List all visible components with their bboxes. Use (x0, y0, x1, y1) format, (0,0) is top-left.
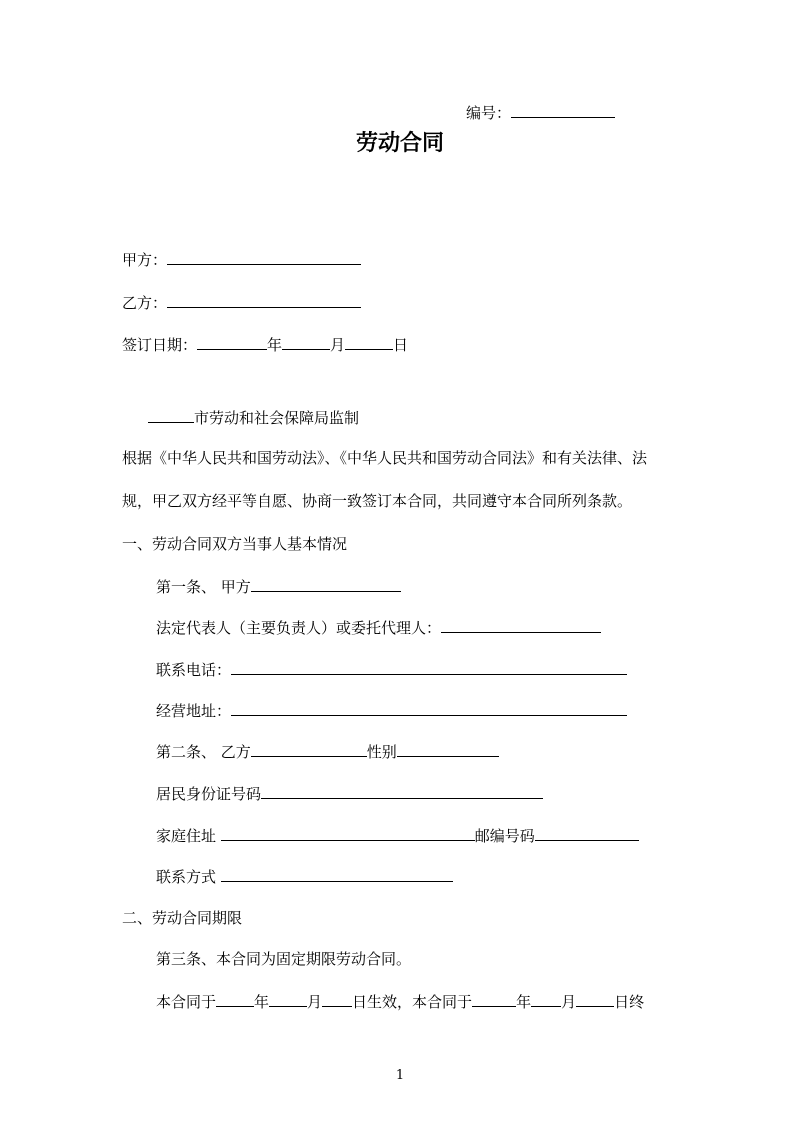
article-3: 第三条、本合同为固定期限劳动合同。 (156, 950, 412, 968)
representative-blank[interactable] (441, 617, 601, 633)
effective-label: 日生效，本合同于 (352, 993, 473, 1011)
employer-name-blank[interactable] (251, 576, 401, 592)
party-b-label: 乙方： (122, 294, 168, 312)
serial-number-field (466, 102, 615, 123)
end-month-label: 月 (561, 993, 577, 1011)
id-number-blank[interactable] (261, 783, 543, 799)
phone-field (156, 659, 627, 680)
postcode-blank[interactable] (535, 825, 639, 841)
month-label: 月 (330, 336, 346, 354)
contact-blank[interactable] (221, 866, 453, 882)
start-month-blank[interactable] (269, 991, 307, 1007)
party-a-blank[interactable] (167, 249, 361, 265)
representative-label: 法定代表人（主要负责人）或委托代理人： (156, 619, 442, 637)
serial-number-label: 编号： (466, 104, 512, 122)
end-month-blank[interactable] (531, 991, 561, 1007)
start-day-blank[interactable] (322, 991, 352, 1007)
sign-year-blank[interactable] (197, 334, 267, 350)
supervision-text: 市劳动和社会保障局监制 (194, 409, 360, 427)
intro-line-2: 规，甲乙双方经平等自愿、协商一致签订本合同，共同遵守本合同所列条款。 (122, 492, 633, 510)
article-1-field (156, 576, 401, 597)
document-title: 劳动合同 (355, 130, 444, 156)
start-year-label: 年 (254, 993, 270, 1011)
end-day-label: 日终 (614, 993, 645, 1011)
sign-date-label: 签订日期： (122, 336, 198, 354)
gender-blank[interactable] (397, 741, 499, 757)
end-year-label: 年 (516, 993, 532, 1011)
contact-field (156, 866, 453, 887)
day-label: 日 (393, 336, 409, 354)
section-2-heading: 二、劳动合同期限 (122, 909, 243, 927)
party-a-label: 甲方： (122, 251, 168, 269)
sign-date-field (122, 334, 408, 355)
start-year-blank[interactable] (216, 991, 254, 1007)
phone-label: 联系电话： (156, 661, 232, 679)
home-address-label: 家庭住址 (156, 827, 217, 845)
contact-label: 联系方式 (156, 868, 217, 886)
party-a-field (122, 249, 361, 270)
article-2-label: 第二条、 乙方 (156, 743, 251, 761)
home-address-blank[interactable] (221, 825, 475, 841)
serial-number-blank[interactable] (511, 102, 615, 118)
home-address-field (156, 825, 639, 846)
postcode-label: 邮编号码 (474, 827, 535, 845)
end-year-blank[interactable] (472, 991, 516, 1007)
contract-term-field (156, 991, 644, 1012)
id-number-field (156, 783, 543, 804)
term-start-label: 本合同于 (156, 993, 217, 1011)
section-1-heading: 一、劳动合同双方当事人基本情况 (122, 535, 348, 553)
representative-field (156, 617, 601, 638)
year-label: 年 (267, 336, 283, 354)
page-number: 1 (395, 1068, 405, 1083)
article-2-field (156, 741, 499, 762)
id-number-label: 居民身份证号码 (156, 785, 262, 803)
sign-month-blank[interactable] (282, 334, 330, 350)
start-month-label: 月 (307, 993, 323, 1011)
gender-label: 性别 (366, 743, 397, 761)
sign-day-blank[interactable] (345, 334, 393, 350)
end-day-blank[interactable] (576, 991, 614, 1007)
business-address-label: 经营地址： (156, 702, 232, 720)
business-address-blank[interactable] (231, 700, 627, 716)
city-blank[interactable] (148, 407, 194, 423)
article-1-label: 第一条、 甲方 (156, 578, 251, 596)
party-b-blank[interactable] (167, 292, 361, 308)
intro-line-1: 根据《中华人民共和国劳动法》、《中华人民共和国劳动合同法》和有关法律、法 (122, 449, 648, 467)
supervision-line (148, 407, 359, 428)
employee-name-blank[interactable] (251, 741, 367, 757)
phone-blank[interactable] (231, 659, 627, 675)
party-b-field (122, 292, 361, 313)
business-address-field (156, 700, 627, 721)
